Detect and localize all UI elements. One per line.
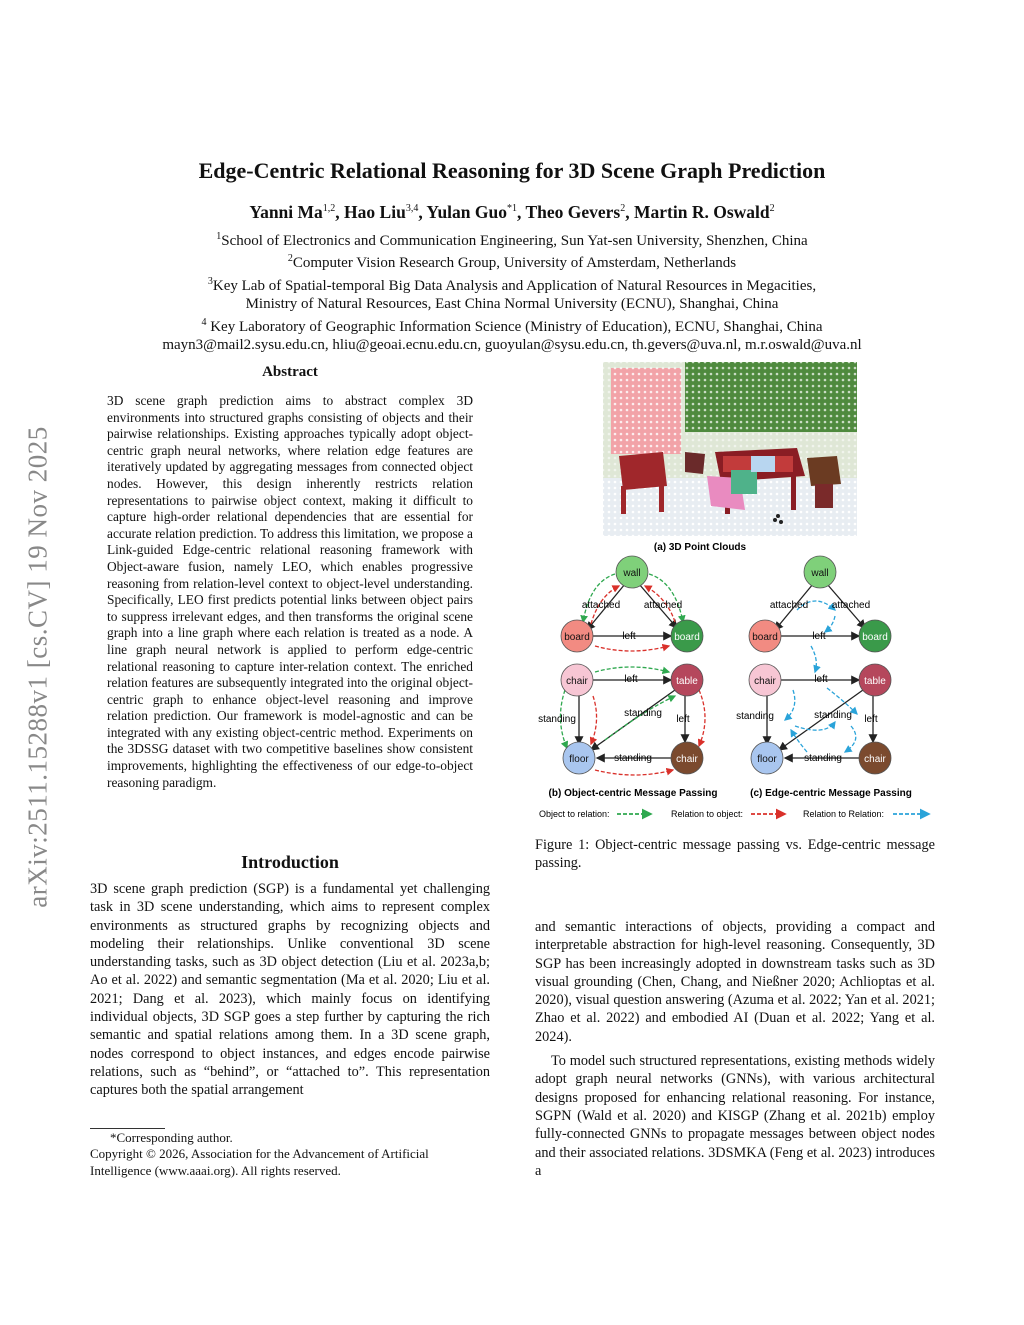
figure-label-b: (b) Object-centric Message Passing <box>548 788 718 799</box>
svg-text:left: left <box>814 674 828 685</box>
figure-legend <box>539 809 929 819</box>
author: Yanni Ma <box>249 202 323 222</box>
svg-text:standing: standing <box>614 753 652 764</box>
svg-text:attached: attached <box>769 600 809 611</box>
affiliation: $^1$School of Electronics and Communication Engineering, Sun Yat-sen University, Shenzhen, China <box>216 231 808 249</box>
paper-title: Edge-Centric Relational Reasoning for 3D Scene Graph Prediction <box>198 158 826 183</box>
svg-text:Relation to object:: Relation to object: <box>671 809 744 819</box>
svg-text:attached: attached <box>831 600 871 611</box>
svg-text:left: left <box>812 631 826 642</box>
paragraph: To model such structured representations, existing methods widely adopt graph neural networks (GNNs), with various architectural designs proposed for enhancing relational reasoning. For instance, SGPN (Wald et al. 2020) and KISGP (Zhang et al. 2021b) employ fully-connected GNNs to propagate messages between object nodes and their associated relations. 3DSMKA (Feng et al. 2023) introduces a <box>535 1053 935 1179</box>
graph-edge-centric <box>736 556 891 774</box>
footnote-rule <box>90 1128 165 1129</box>
point-cloud-image <box>603 362 857 536</box>
author: Hao Liu <box>344 202 406 222</box>
introduction-heading: Introduction <box>241 852 339 872</box>
svg-text:standing: standing <box>538 714 576 725</box>
figure-label-a: (a) 3D Point Clouds <box>653 542 747 553</box>
svg-text:board: board <box>862 632 888 643</box>
svg-text:standing: standing <box>814 710 852 721</box>
svg-text:floor: floor <box>757 754 777 765</box>
affiliation: $^3$Key Lab of Spatial-temporal Big Data Analysis and Application of Natural Resources in Megacities, <box>207 275 817 294</box>
svg-text:left: left <box>864 714 878 725</box>
svg-text:wall: wall <box>623 568 641 579</box>
svg-text:Object to relation:: Object to relation: <box>539 809 610 819</box>
footnote-copyright: Copyright © 2026, Association for the Advancement of Artificial Intelligence (www.aaai.org). All rights reserved. <box>90 1146 429 1178</box>
author: Yulan Guo <box>426 202 508 222</box>
svg-text:standing: standing <box>736 711 774 722</box>
svg-text:floor: floor <box>569 754 589 765</box>
svg-text:standing: standing <box>624 708 662 719</box>
svg-text:wall: wall <box>811 568 829 579</box>
graph-object-centric <box>538 556 705 775</box>
svg-text:left: left <box>624 674 638 685</box>
abstract-heading: Abstract <box>262 364 318 380</box>
svg-text:Relation to Relation:: Relation to Relation: <box>803 809 885 819</box>
introduction-body: 3D scene graph prediction (SGP) is a fundamental yet challenging task in 3D scene understanding, which aims to represent complex environments as structured graphs by recognizing objects and modeling their relationships. Unlike conventional 3D scene understanding tasks, such as 3D object detection (Liu et al. 2023a,b; Ao et al. 2022) and semantic segmentation (Ma et al. 2020; Liu et al. 2021; Dang et al. 2023), which mainly focus on identifying individual objects, 3D SGP goes a step further by capturing the rich semantic and spatial relations among them. In a 3D scene graph, nodes correspond to object instances, and edges encode pairwise relations, such as “behind”, or “attached to”. This representation captures both the spatial arrangement <box>90 881 490 1099</box>
figure-label-c: (c) Edge-centric Message Passing <box>750 788 912 799</box>
svg-text:left: left <box>622 631 636 642</box>
paragraph: and semantic interactions of objects, providing a compact and interpretable abstraction for high-level reasoning. Consequently, 3D SGP has been increasingly adopted in downstream tasks such as 3D visual grounding (Chen, Chang, and Nießner 2020; Achlioptas et al. 2020), visual question answering (Azuma et al. 2022; Yan et al. 2021; Zhao et al. 2022) and embodied AI (Duan et al. 2022; Yang et al. 2024). <box>535 919 935 1045</box>
svg-text:chair: chair <box>566 676 588 687</box>
svg-text:table: table <box>864 676 886 687</box>
arxiv-stamp: arXiv:2511.15288v1 [cs.CV] 19 Nov 2025 <box>22 426 53 908</box>
author: Theo Gevers <box>525 202 621 222</box>
footnote-corresponding: *Corresponding author. <box>110 1130 233 1145</box>
svg-text:board: board <box>674 632 700 643</box>
svg-text:chair: chair <box>676 754 698 765</box>
affiliations <box>0 228 1024 354</box>
affiliation: Ministry of Natural Resources, East China Normal University (ECNU), Shanghai, China <box>245 296 779 313</box>
svg-text:standing: standing <box>804 753 842 764</box>
affiliation: $^2$Computer Vision Research Group, University of Amsterdam, Netherlands <box>287 253 737 272</box>
affiliation: $^4$ Key Laboratory of Geographic Information Science (Ministry of Education), ECNU, Shanghai, China <box>201 316 823 335</box>
svg-text:board: board <box>752 632 778 643</box>
footnotes <box>90 1130 490 1179</box>
svg-text:chair: chair <box>864 754 886 765</box>
figure-caption: Figure 1: Object-centric message passing vs. Edge-centric message passing. <box>535 837 935 871</box>
svg-text:left: left <box>676 714 690 725</box>
svg-text:board: board <box>564 632 590 643</box>
svg-text:chair: chair <box>754 676 776 687</box>
svg-text:attached: attached <box>581 600 621 611</box>
author-list: Yanni Ma$^{1,2}$, Hao Liu$^{3,4}$, Yulan Guo$^{*1}$, Theo Gevers$^2$, Martin R. Oswald$^2$ <box>249 202 775 222</box>
svg-text:attached: attached <box>643 600 683 611</box>
emails: mayn3@mail2.sysu.edu.cn, hliu@geoai.ecnu.edu.cn, guoyulan@sysu.edu.cn, th.gevers@uva.nl, m.r.oswald@uva.nl <box>162 337 862 354</box>
right-column-body <box>535 918 935 1180</box>
author: Martin R. Oswald <box>633 202 770 222</box>
figure-1 <box>535 360 935 830</box>
abstract-body: 3D scene graph prediction aims to abstract complex 3D environments into structured graphs consisting of objects and their pairwise relationships. Existing approaches typically adopt object-centric graph neural networks, where relation edge features are iteratively updated by aggregating messages from connected object nodes. However, this design inherently restricts relation representations to pairwise object context, making it difficult to capture high-order relational dependencies that are essential for accurate relation prediction. To address this limitation, we propose a Link-guided Edge-centric relational reasoning framework with Object-aware fusion, namely LEO, which enables progressive reasoning from relation-level context to object-level understanding. Specifically, LEO first predicts potential links between object pairs to suppress irrelevant edges, and then transforms the original scene graph into a line graph where each relation is treated as a node. A line graph neural network is applied to perform edge-centric relational reasoning to capture inter-relation context. The enriched relation features are subsequently integrated into the original object-centric graph to enhance object-level reasoning and improve relation prediction. Our framework is model-agnostic and can be integrated with any existing object-centric method. Experiments on the 3DSSG dataset with two competitive baselines show consistent improvements, highlighting the effectiveness of our edge-to-object reasoning paradigm. <box>107 393 473 790</box>
svg-text:table: table <box>676 676 698 687</box>
